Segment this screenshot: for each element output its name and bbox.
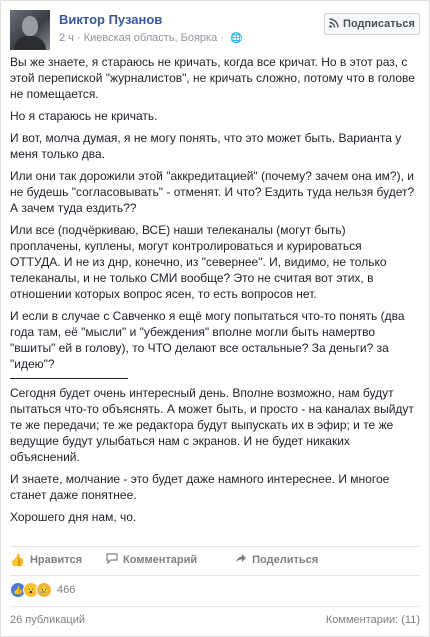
comment-button[interactable] [106,553,197,567]
wow-reaction-icon: 😮 [23,582,39,598]
subscribe-button[interactable] [324,13,420,35]
post-paragraph: Но я стараюсь не кричать. [10,109,158,123]
sad-reaction-icon: 😢 [36,582,52,598]
author-name[interactable]: Виктор Пузанов [59,12,163,27]
post-body [10,54,415,531]
post-time[interactable]: 2 ч [59,32,74,44]
like-reaction-icon: 👍 [10,582,26,598]
subscribe-label: Подписаться [343,18,415,30]
reaction-count[interactable]: 466 [57,584,76,596]
avatar-face [22,16,38,36]
thumbs-up-icon: 👍 [10,553,25,567]
post-meta [59,32,242,44]
post-paragraph: Вы же знаете, я стараюсь не кричать, когда все кричат. Но в этот раз, с этой перепиской "журналистов", не кричать сложно, потому что в голове не помещается. [10,55,415,101]
like-button[interactable] [10,553,82,567]
share-arrow-icon [235,553,247,567]
post-paragraph: И если в случае с Савченко я ещё могу попытаться что-то понять (два года там, её "мысли" и "убеждения" вполне могли быть намертво "вшиты" ей в голову), то ЧТО делают все остальные? За деньги? за "идею"? [10,309,405,371]
post-paragraph: Или все (подчёркиваю, ВСЕ) наши телеканалы (могут быть) проплачены, куплены, могут контролироваться и курироваться ОТТУДА. И не из днр, конечно, из "севернее". И, видимо, не только телеканалы, и не только СМИ вообще? Это не считая вот этих, в отношении которых вопрос ясен, то есть вопросов нет. [10,223,387,301]
reactions-bar[interactable] [10,575,420,604]
avatar-shoulders [14,36,46,50]
post-paragraph: И знаете, молчание - это будет даже намного интереснее. И многое станет даже понятнее. [10,472,390,502]
meta-separator: · [76,32,84,44]
avatar[interactable] [10,10,50,50]
share-button[interactable] [235,553,318,567]
share-label: Поделиться [252,554,319,566]
comments-count-link[interactable]: Комментарии: (11) [325,614,420,626]
shares-count-link[interactable]: 26 публикаций [10,614,86,626]
comment-label: Комментарий [123,554,198,566]
post-footer [10,606,420,633]
text-divider [10,378,128,379]
post-paragraph: Или они так дорожили этой "аккредитацией" (почему? зачем она им?), и не будешь "согласовывать" - отменят. И что? Ездить туда нельзя будет? А зачем туда ездить?? [10,169,415,215]
post-location[interactable]: Киевская область, Боярка [83,32,218,44]
rss-icon [329,18,339,31]
like-label: Нравится [29,554,83,566]
meta-separator: · [220,32,227,44]
globe-icon[interactable]: 🌐 [230,33,243,44]
action-bar [10,546,420,573]
post-header [10,10,420,50]
post-paragraph: И вот, молча думая, я не могу понять, что это может быть. Варианта у меня только два. [10,131,402,161]
post-paragraph: Хорошего дня нам, чо. [10,510,137,524]
comment-icon [106,553,118,567]
post-paragraph: Сегодня будет очень интересный день. Вполне возможно, нам будут пытаться что-то объяснять. А может быть, и просто - на каналах выйдут те же передачи; те же редактора будут выпускать их в эфир; и те же ведущие будут улыбаться нам с экранов. И не будет никаких объяснений. [10,386,414,464]
